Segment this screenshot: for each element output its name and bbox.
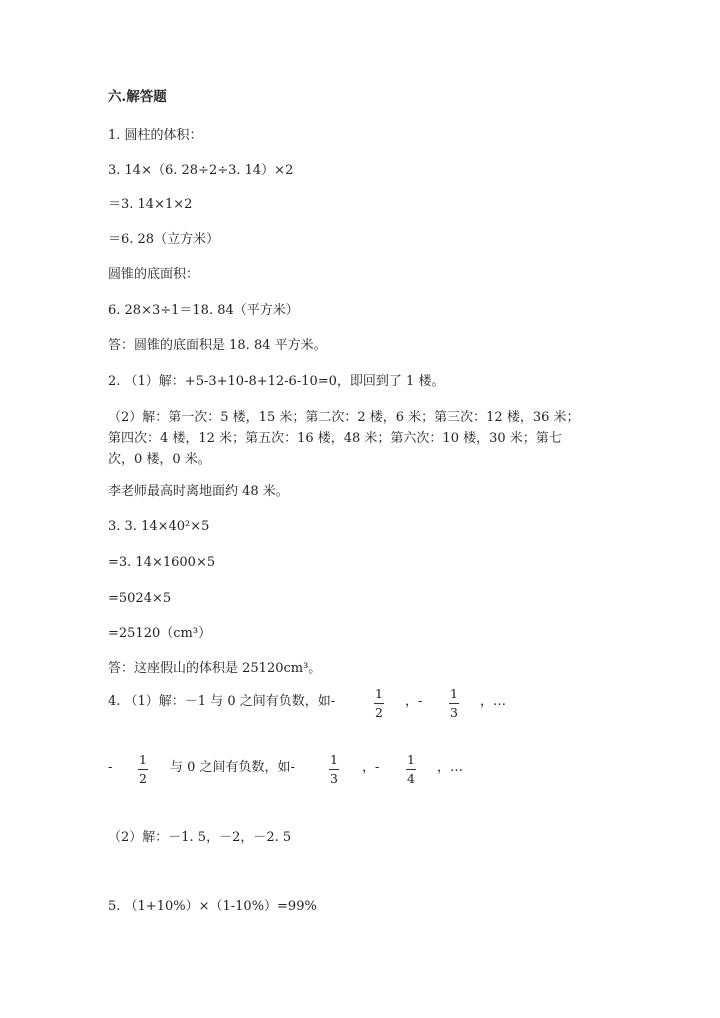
q5-line-1: 5. （1+10%）×（1-10%）=99% — [108, 899, 317, 914]
q4-part-2: （2）解：－1. 5，－2，－2. 5 — [108, 830, 292, 845]
fraction-denominator: 2 — [139, 771, 147, 786]
section-title: 六.解答题 — [108, 89, 167, 105]
q2-answer: 李老师最高时离地面约 48 米。 — [108, 484, 289, 499]
q4-row1-fraction-1 — [372, 687, 386, 720]
fraction-denominator: 2 — [375, 705, 383, 720]
q3-line-4: =25120（cm³） — [108, 626, 212, 641]
q4-row1-separator: ，- — [405, 694, 423, 709]
fraction-bar — [138, 769, 148, 770]
q1-line-1: 1. 圆柱的体积： — [108, 128, 203, 143]
fraction-bar — [329, 769, 339, 770]
q4-row2-fraction-2 — [404, 753, 418, 786]
q3-answer: 答：这座假山的体积是 25120cm³。 — [108, 661, 322, 676]
fraction-bar — [374, 703, 384, 704]
q2-para-line-1: （2）解：第一次：5 楼，15 米；第二次：2 楼，6 米；第三次：12 楼，36 米； — [108, 410, 580, 425]
q3-line-1: 3. 3. 14×40²×5 — [108, 519, 210, 534]
fraction-numerator: 1 — [407, 752, 415, 767]
q1-answer: 答：圆锥的底面积是 18. 84 平方米。 — [108, 338, 327, 353]
q1-line-6: 6. 28×3÷1＝18. 84（平方米） — [108, 303, 299, 318]
q3-line-3: =5024×5 — [108, 591, 172, 606]
q1-line-3: ＝3. 14×1×2 — [108, 197, 193, 212]
q2-line-1: 2. （1）解：+5-3+10-8+12-6-10=0，即回到了 1 楼。 — [108, 374, 445, 389]
q4-row2-ellipsis: ，… — [437, 760, 464, 775]
fraction-numerator: 1 — [139, 752, 147, 767]
q2-paragraph — [108, 407, 628, 470]
q1-line-2: 3. 14×（6. 28÷2÷3. 14）×2 — [108, 163, 294, 178]
fraction-denominator: 3 — [450, 705, 458, 720]
q1-line-5: 圆锥的底面积： — [108, 267, 200, 282]
q2-para-line-2: 第四次：4 楼，12 米；第五次：16 楼，48 米；第六次：10 楼，30 米；第七 — [108, 431, 562, 446]
q4-row1-ellipsis: ，… — [480, 694, 507, 709]
q4-row1-fraction-2 — [447, 687, 461, 720]
q4-row2-prefix: - — [108, 760, 113, 775]
fraction-numerator: 1 — [375, 686, 383, 701]
fraction-denominator: 3 — [330, 771, 338, 786]
fraction-bar — [406, 769, 416, 770]
q4-row2-separator: ，- — [362, 760, 380, 775]
q4-row1-prefix: 4. （1）解：－1 与 0 之间有负数，如- — [108, 694, 336, 709]
q4-row2-fraction-0 — [136, 753, 150, 786]
q2-para-line-3: 次，0 楼，0 米。 — [108, 452, 211, 467]
q4-row2-fraction-1 — [327, 753, 341, 786]
q1-line-4: ＝6. 28（立方米） — [108, 232, 220, 247]
q4-row2-middle: 与 0 之间有负数，如- — [170, 760, 295, 775]
fraction-bar — [449, 703, 459, 704]
fraction-numerator: 1 — [330, 752, 338, 767]
q3-line-2: =3. 14×1600×5 — [108, 555, 216, 570]
fraction-denominator: 4 — [407, 771, 415, 786]
fraction-numerator: 1 — [450, 686, 458, 701]
